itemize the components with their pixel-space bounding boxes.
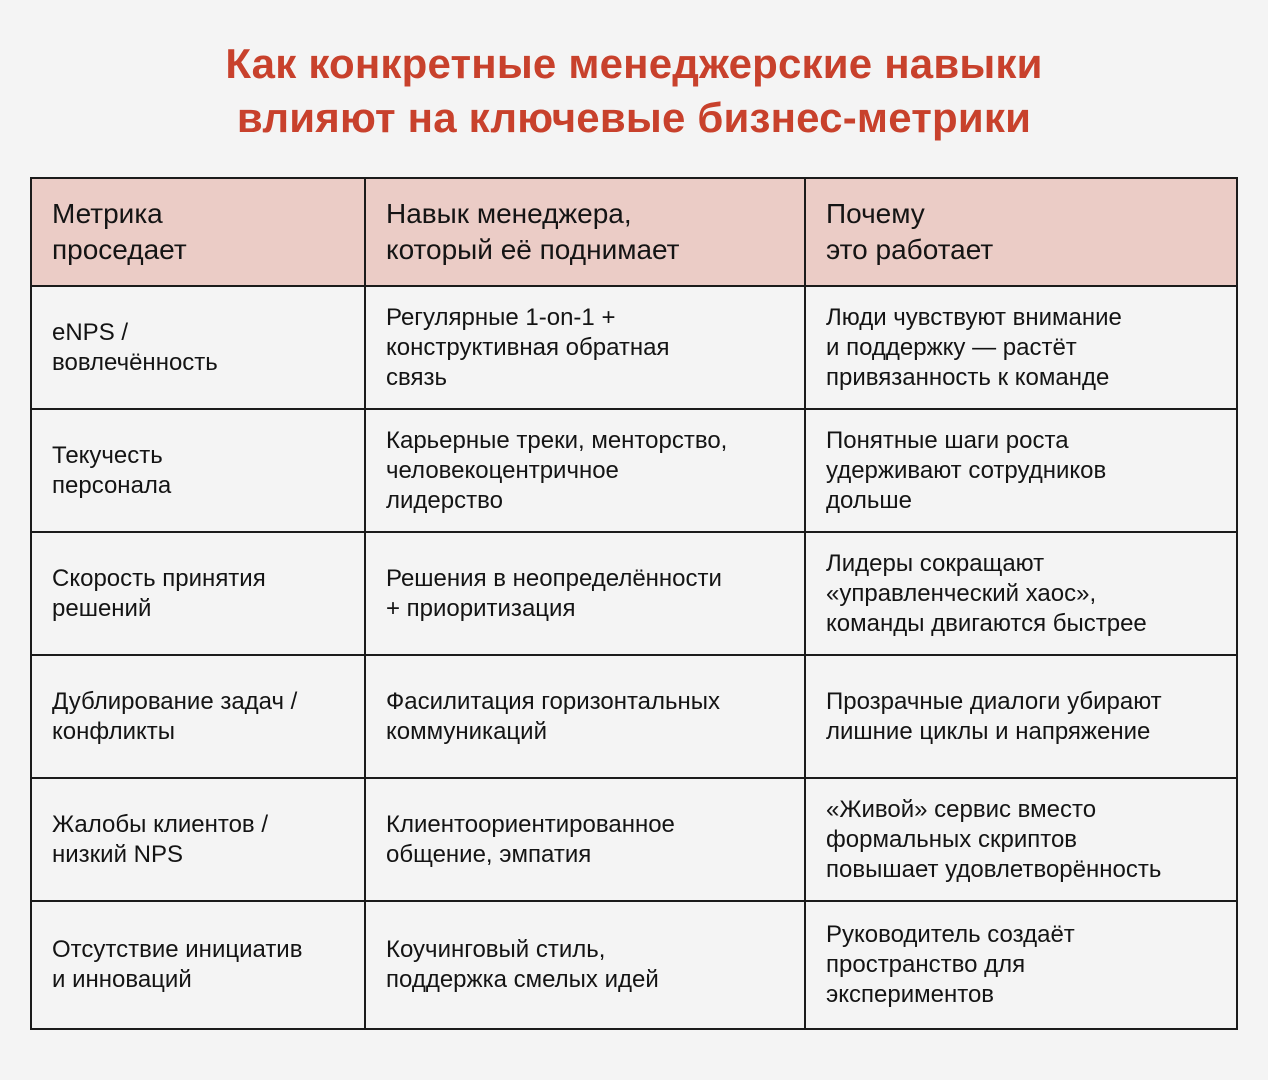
table-row: [32, 656, 1236, 779]
why-text: «Живой» сервис вместо формальных скриптов повышает удовлетворённость: [826, 795, 1162, 883]
comparison-table: [30, 177, 1238, 1030]
metric-cell: [32, 779, 364, 900]
skill-text: Клиентоориентированное общение, эмпатия: [386, 810, 675, 868]
skill-text: Карьерные треки, менторство, человекоцентричное лидерство: [386, 426, 728, 514]
header-metric-label: Метрика проседает: [52, 198, 187, 265]
skill-cell: [364, 902, 804, 1028]
metric-cell: [32, 287, 364, 408]
skill-cell: [364, 656, 804, 777]
skill-text: Фасилитация горизонтальных коммуникаций: [386, 687, 721, 745]
table-header-row: [32, 179, 1236, 287]
header-skill-label: Навык менеджера, который её поднимает: [386, 198, 680, 265]
metric-text: eNPS / вовлечённость: [52, 318, 218, 376]
table-row: [32, 902, 1236, 1028]
table-row: [32, 779, 1236, 902]
why-text: Лидеры сокращают «управленческий хаос», команды двигаются быстрее: [826, 549, 1147, 637]
skill-cell: [364, 410, 804, 531]
why-text: Руководитель создаёт пространство для экспериментов: [826, 921, 1075, 1008]
metric-text: Дублирование задач / конфликты: [52, 687, 298, 745]
header-why-label: Почему это работает: [826, 198, 994, 265]
why-cell: [804, 410, 1238, 531]
metric-text: Текучесть персонала: [52, 441, 172, 499]
header-cell-metric: [32, 179, 364, 285]
table-row: [32, 287, 1236, 410]
skill-text: Решения в неопределённости + приоритизация: [386, 564, 722, 622]
metric-cell: [32, 410, 364, 531]
header-cell-skill: [364, 179, 804, 285]
page-title-line-1: Как конкретные менеджерские навыки: [225, 40, 1043, 87]
why-text: Прозрачные диалоги убирают лишние циклы и напряжение: [826, 687, 1162, 745]
skill-cell: [364, 779, 804, 900]
metric-text: Отсутствие инициатив и инноваций: [52, 936, 303, 993]
why-cell: [804, 779, 1238, 900]
skill-text: Регулярные 1-on-1 + конструктивная обратная связь: [386, 303, 670, 391]
skill-cell: [364, 533, 804, 654]
page-title: [0, 37, 1268, 145]
why-cell: [804, 656, 1238, 777]
metric-cell: [32, 902, 364, 1028]
why-cell: [804, 902, 1238, 1028]
why-text: Понятные шаги роста удерживают сотрудников дольше: [826, 426, 1107, 514]
skill-text: Коучинговый стиль, поддержка смелых идей: [386, 936, 659, 993]
why-text: Люди чувствуют внимание и поддержку — растёт привязанность к команде: [826, 303, 1122, 391]
metric-cell: [32, 656, 364, 777]
metric-text: Жалобы клиентов / низкий NPS: [52, 810, 268, 868]
header-cell-why: [804, 179, 1238, 285]
why-cell: [804, 533, 1238, 654]
metric-cell: [32, 533, 364, 654]
why-cell: [804, 287, 1238, 408]
skill-cell: [364, 287, 804, 408]
table-row: [32, 533, 1236, 656]
metric-text: Скорость принятия решений: [52, 564, 266, 622]
table-row: [32, 410, 1236, 533]
page-title-line-2: влияют на ключевые бизнес-метрики: [236, 94, 1032, 141]
